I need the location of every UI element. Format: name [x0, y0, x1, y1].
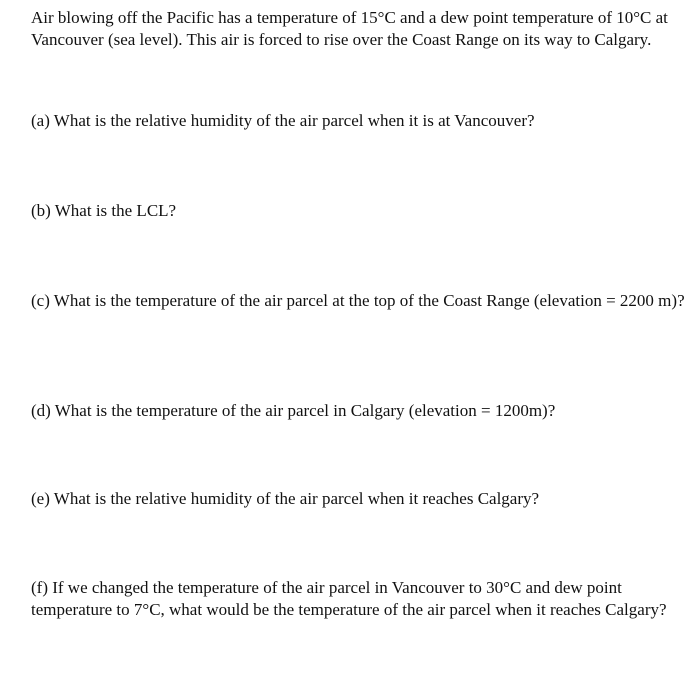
problem-intro: Air blowing off the Pacific has a temperature of 15°C and a dew point temperature of 10°C at Vancouver (sea level). This air is forced to rise over the Coast Range on its way to Calgary.: [31, 8, 668, 49]
question-d: (d) What is the temperature of the air parcel in Calgary (elevation = 1200m)?: [31, 401, 556, 420]
question-a: (a) What is the relative humidity of the air parcel when it is at Vancouver?: [31, 111, 535, 130]
question-c: (c) What is the temperature of the air parcel at the top of the Coast Range (elevation = 2200 m)?: [31, 291, 685, 310]
question-f: (f) If we changed the temperature of the air parcel in Vancouver to 30°C and dew point temperature to 7°C, what would be the temperature of the air parcel when it reaches Calgary?: [31, 578, 667, 619]
question-b: (b) What is the LCL?: [31, 201, 177, 220]
question-e: (e) What is the relative humidity of the air parcel when it reaches Calgary?: [31, 489, 540, 508]
